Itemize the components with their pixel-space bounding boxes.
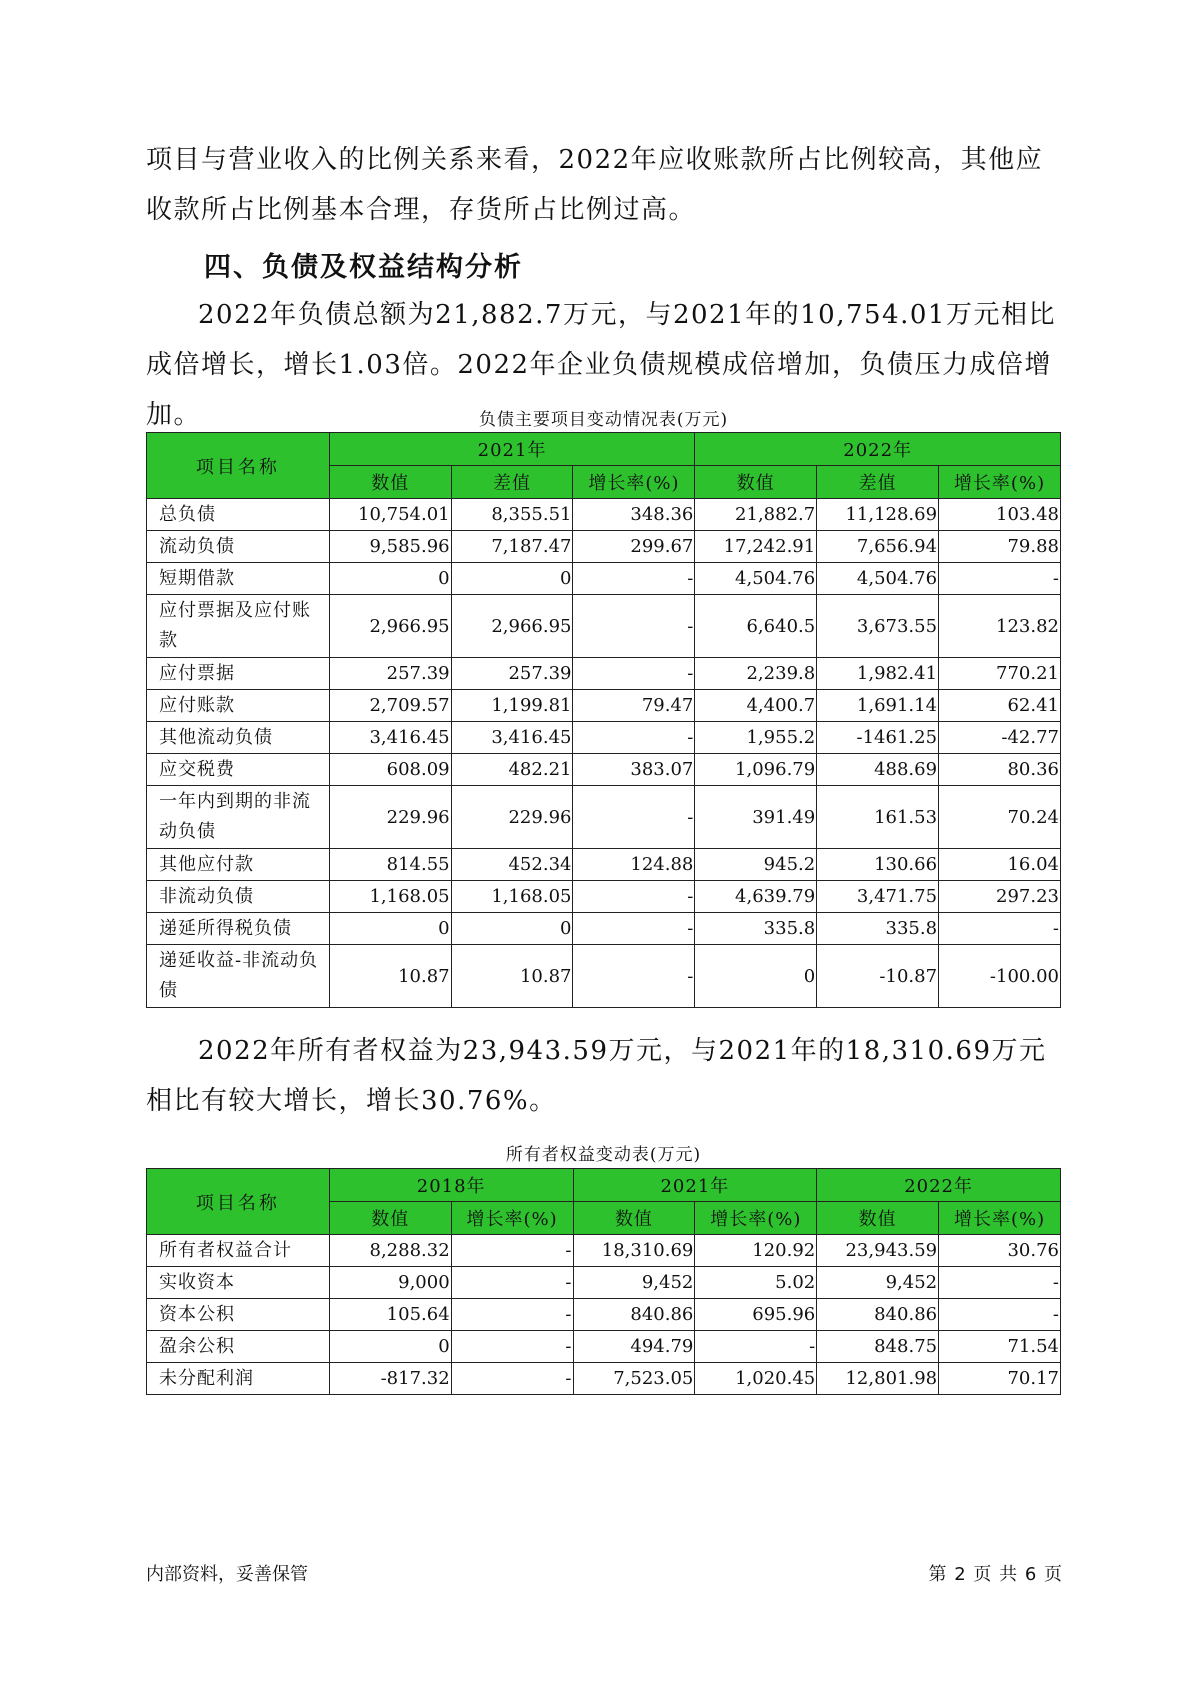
cell: 0: [451, 913, 573, 945]
cell: 0: [329, 563, 451, 595]
table2-subheader-rate: 增长率(%): [695, 1202, 817, 1235]
row-name: 其他应付款: [147, 849, 330, 881]
cell: 1,020.45: [695, 1363, 817, 1395]
table2-header-name: 项目名称: [147, 1169, 330, 1235]
cell: -: [451, 1235, 573, 1267]
cell: 9,000: [329, 1267, 451, 1299]
table1-header-year-2022: 2022年: [695, 433, 1061, 466]
cell: 62.41: [939, 690, 1061, 722]
table2-subheader-value: 数值: [573, 1202, 695, 1235]
cell: 7,187.47: [451, 531, 573, 563]
table2-subheader-rate: 增长率(%): [939, 1202, 1061, 1235]
cell: -: [451, 1331, 573, 1363]
cell: -817.32: [329, 1363, 451, 1395]
cell: -: [451, 1363, 573, 1395]
cell: 11,128.69: [817, 499, 939, 531]
cell: 130.66: [817, 849, 939, 881]
cell: -: [573, 913, 695, 945]
cell: -: [939, 913, 1061, 945]
row-name: 非流动负债: [147, 881, 330, 913]
cell: 10,754.01: [329, 499, 451, 531]
cell: 161.53: [817, 786, 939, 849]
table2-header-year-2018: 2018年: [329, 1169, 573, 1202]
cell: 391.49: [695, 786, 817, 849]
cell: 4,504.76: [817, 563, 939, 595]
cell: 4,504.76: [695, 563, 817, 595]
cell: 80.36: [939, 754, 1061, 786]
table-row: [147, 913, 1061, 945]
row-name: 所有者权益合计: [147, 1235, 330, 1267]
cell: -100.00: [939, 945, 1061, 1008]
row-name: 递延所得税负债: [147, 913, 330, 945]
table1-subheader-diff: 差值: [451, 466, 573, 499]
table2-subheader-value: 数值: [817, 1202, 939, 1235]
table2-subheader-value: 数值: [329, 1202, 451, 1235]
cell: 945.2: [695, 849, 817, 881]
cell: 257.39: [451, 658, 573, 690]
cell: 12,801.98: [817, 1363, 939, 1395]
table-row: [147, 786, 1061, 849]
cell: 105.64: [329, 1299, 451, 1331]
row-name: 应付票据: [147, 658, 330, 690]
cell: 9,452: [817, 1267, 939, 1299]
cell: -: [573, 722, 695, 754]
cell: 3,673.55: [817, 595, 939, 658]
cell: 2,239.8: [695, 658, 817, 690]
cell: 0: [451, 563, 573, 595]
row-name: 应交税费: [147, 754, 330, 786]
cell: 103.48: [939, 499, 1061, 531]
table2-caption: 所有者权益变动表(万元): [505, 1145, 702, 1165]
cell: 70.24: [939, 786, 1061, 849]
cell: 1,168.05: [451, 881, 573, 913]
cell: -1461.25: [817, 722, 939, 754]
cell: -: [451, 1299, 573, 1331]
cell: 608.09: [329, 754, 451, 786]
cell: 335.8: [695, 913, 817, 945]
cell: 17,242.91: [695, 531, 817, 563]
cell: 695.96: [695, 1299, 817, 1331]
cell: -: [695, 1331, 817, 1363]
cell: -: [451, 1267, 573, 1299]
cell: 257.39: [329, 658, 451, 690]
cell: 0: [329, 913, 451, 945]
row-name: 总负债: [147, 499, 330, 531]
cell: 21,882.7: [695, 499, 817, 531]
table-row: [147, 690, 1061, 722]
table1-subheader-value: 数值: [695, 466, 817, 499]
cell: -: [573, 595, 695, 658]
cell: -: [573, 786, 695, 849]
cell: 297.23: [939, 881, 1061, 913]
table1-subheader-rate: 增长率(%): [573, 466, 695, 499]
cell: 9,585.96: [329, 531, 451, 563]
cell: 7,523.05: [573, 1363, 695, 1395]
cell: -: [573, 563, 695, 595]
paragraph-receivables-conclusion: 项目与营业收入的比例关系来看，2022年应收账款所占比例较高，其他应收款所占比例基本合理，存货所占比例过高。: [146, 145, 1044, 225]
table-row: [147, 563, 1061, 595]
row-name: 短期借款: [147, 563, 330, 595]
table-row: [147, 1235, 1061, 1267]
table2-header-year-2021: 2021年: [573, 1169, 817, 1202]
cell: 0: [329, 1331, 451, 1363]
cell: 79.88: [939, 531, 1061, 563]
row-name: 递延收益-非流动负债: [147, 945, 330, 1008]
cell: 1,168.05: [329, 881, 451, 913]
table-row: [147, 945, 1061, 1008]
cell: 299.67: [573, 531, 695, 563]
table1-subheader-diff: 差值: [817, 466, 939, 499]
table-row: [147, 722, 1061, 754]
footer-confidential-note: 内部资料，妥善保管: [146, 1564, 308, 1585]
table1-caption: 负债主要项目变动情况表(万元): [478, 410, 729, 430]
cell: 2,709.57: [329, 690, 451, 722]
cell: 16.04: [939, 849, 1061, 881]
cell: 840.86: [573, 1299, 695, 1331]
row-name: 其他流动负债: [147, 722, 330, 754]
cell: 770.21: [939, 658, 1061, 690]
table-row: [147, 849, 1061, 881]
table-row: [147, 658, 1061, 690]
table-row: [147, 754, 1061, 786]
row-name: 未分配利润: [147, 1363, 330, 1395]
cell: 482.21: [451, 754, 573, 786]
cell: 840.86: [817, 1299, 939, 1331]
cell: -10.87: [817, 945, 939, 1008]
equity-table: [146, 1168, 1061, 1395]
table-row: [147, 1363, 1061, 1395]
cell: 229.96: [451, 786, 573, 849]
cell: -: [573, 658, 695, 690]
cell: 71.54: [939, 1331, 1061, 1363]
row-name: 资本公积: [147, 1299, 330, 1331]
cell: 123.82: [939, 595, 1061, 658]
cell: 8,288.32: [329, 1235, 451, 1267]
cell: 10.87: [329, 945, 451, 1008]
table-row: [147, 595, 1061, 658]
cell: 1,982.41: [817, 658, 939, 690]
liabilities-table: [146, 432, 1061, 1008]
paragraph-equity: [146, 1026, 1061, 1126]
row-name: 应付账款: [147, 690, 330, 722]
cell: 383.07: [573, 754, 695, 786]
cell: 23,943.59: [817, 1235, 939, 1267]
paragraph-liabilities-text: 2022年负债总额为21,882.7万元，与2021年的10,754.01万元相比成倍增长，增长1.03倍。2022年企业负债规模成倍增加，负债压力成倍增加。: [146, 300, 1056, 430]
cell: 4,639.79: [695, 881, 817, 913]
cell: 5.02: [695, 1267, 817, 1299]
cell: 348.36: [573, 499, 695, 531]
cell: 10.87: [451, 945, 573, 1008]
table-row: [147, 881, 1061, 913]
cell: 0: [695, 945, 817, 1008]
section-heading: 四、负债及权益结构分析: [204, 252, 523, 283]
row-name: 流动负债: [147, 531, 330, 563]
cell: 4,400.7: [695, 690, 817, 722]
cell: -: [939, 1299, 1061, 1331]
table-row: [147, 531, 1061, 563]
table1-subheader-value: 数值: [329, 466, 451, 499]
table-row: [147, 1267, 1061, 1299]
cell: 3,471.75: [817, 881, 939, 913]
cell: 70.17: [939, 1363, 1061, 1395]
cell: 79.47: [573, 690, 695, 722]
cell: 1,096.79: [695, 754, 817, 786]
cell: 30.76: [939, 1235, 1061, 1267]
cell: 7,656.94: [817, 531, 939, 563]
cell: 335.8: [817, 913, 939, 945]
cell: 18,310.69: [573, 1235, 695, 1267]
table2-header-year-2022: 2022年: [817, 1169, 1061, 1202]
cell: -: [573, 945, 695, 1008]
table-row: [147, 1299, 1061, 1331]
row-name: 实收资本: [147, 1267, 330, 1299]
cell: 1,199.81: [451, 690, 573, 722]
cell: 2,966.95: [451, 595, 573, 658]
cell: 9,452: [573, 1267, 695, 1299]
cell: 1,955.2: [695, 722, 817, 754]
table-row: [147, 1331, 1061, 1363]
paragraph-equity-text: 2022年所有者权益为23,943.59万元，与2021年的18,310.69万元相比有较大增长，增长30.76%。: [146, 1036, 1047, 1116]
table1-header-year-2021: 2021年: [329, 433, 695, 466]
cell: 1,691.14: [817, 690, 939, 722]
cell: 229.96: [329, 786, 451, 849]
cell: 452.34: [451, 849, 573, 881]
cell: 3,416.45: [329, 722, 451, 754]
cell: 6,640.5: [695, 595, 817, 658]
table2-subheader-rate: 增长率(%): [451, 1202, 573, 1235]
cell: -: [939, 563, 1061, 595]
cell: 3,416.45: [451, 722, 573, 754]
cell: 488.69: [817, 754, 939, 786]
cell: 120.92: [695, 1235, 817, 1267]
row-name: 应付票据及应付账款: [147, 595, 330, 658]
cell: -42.77: [939, 722, 1061, 754]
table1-header-name: 项目名称: [147, 433, 330, 499]
cell: 814.55: [329, 849, 451, 881]
cell: 8,355.51: [451, 499, 573, 531]
row-name: 盈余公积: [147, 1331, 330, 1363]
table-row: [147, 499, 1061, 531]
cell: -: [573, 881, 695, 913]
cell: 2,966.95: [329, 595, 451, 658]
cell: -: [939, 1267, 1061, 1299]
table1-subheader-rate: 增长率(%): [939, 466, 1061, 499]
row-name: 一年内到期的非流动负债: [147, 786, 330, 849]
cell: 494.79: [573, 1331, 695, 1363]
footer-page-number: 第 2 页 共 6 页: [928, 1564, 1063, 1585]
cell: 848.75: [817, 1331, 939, 1363]
cell: 124.88: [573, 849, 695, 881]
